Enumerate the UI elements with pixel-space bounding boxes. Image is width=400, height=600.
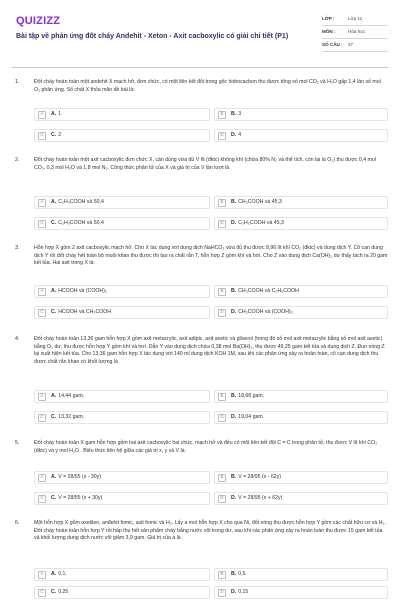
- info-value: Hóa học: [348, 28, 366, 34]
- option-label: A.: [51, 110, 57, 117]
- option-letter-box: C: [38, 309, 46, 317]
- option-letter-box: C: [38, 414, 46, 422]
- question-text: Đốt cháy hoàn toàn một axit cacboxylic đơn chức X, cần dùng vừa đủ V lít (đktc) không khí (chứa 80% N₂ và thể tích, còn lại là O₂) thu được 0,4 mol CO₂, 0,3 mol H₂O và 1,8 mol N₂. Công thức phân tử của X và giá trị của V lần lượt là: [34, 157, 376, 171]
- option-c[interactable]: [34, 492, 210, 505]
- option-label: D.: [231, 131, 237, 138]
- option-letter-box: A: [38, 111, 46, 119]
- option-a[interactable]: [34, 568, 210, 581]
- option-text: C₃H₅COOH và 45,3: [238, 219, 284, 226]
- option-letter-box: D: [218, 589, 226, 597]
- option-text: 4: [238, 131, 242, 138]
- option-c[interactable]: [34, 411, 210, 424]
- info-row-subject: [322, 26, 388, 39]
- info-row-class: [322, 13, 388, 26]
- option-letter-box: D: [218, 414, 226, 422]
- option-text: 13,32 gam.: [58, 413, 85, 420]
- option-label: D.: [231, 413, 237, 420]
- option-letter-box: C: [38, 220, 46, 228]
- option-label: B.: [231, 287, 237, 294]
- option-text: V = 28/55 (x + 30y): [58, 494, 103, 501]
- question-text: Hỗn hợp X gồm 2 axit cacboxylic mạch hở. Cho X tác dụng với dung dịch NaHCO₃ vừa đủ thu được 8,96 lít khí CO₂ (đktc) và dung dịch Y. Cô cạn dung dịch Y rồi đốt cháy hết toàn bộ muối khan thu được thì tạo ra chất rắn T, hỗn hợp Z gồm khí và hơi. Cho Z vào dung dịch Ca(OH)₂ dư thấy tách ra 20 gam kết tủa. Hai axit trong X là:: [34, 245, 388, 267]
- option-text: 18,68 gam.: [238, 392, 265, 399]
- option-text: HCOOH và (COOH)₂: [58, 287, 107, 294]
- option-text: C₂H₃COOH và 50,4: [58, 219, 104, 226]
- info-label: SỐ CÂU :: [322, 41, 343, 47]
- question-text: Đốt cháy hoàn toàn một andehit X mạch hở, đơn chức, có một liên kết đôi trong gốc hidrocacbon thu được tổng số mol CO₂ và H₂O gấp 1,4 lần số mol O₂ phản ứng. Số chất X thỏa mãn đề bài là:: [34, 79, 381, 93]
- question-number: 6.: [15, 520, 20, 526]
- option-d[interactable]: [214, 306, 388, 319]
- option-b[interactable]: [214, 471, 388, 484]
- option-text: V = 28/95 (x + 62y): [238, 494, 283, 501]
- option-label: D.: [231, 494, 237, 501]
- option-letter-box: C: [38, 132, 46, 140]
- header-divider: [12, 67, 388, 68]
- question-text: Một hỗn hợp X gồm axetilen, anđehit fomic, axit fomic và H₂. Lấy a mol hỗn hợp X cho qua Ni, đốt nóng thu được hỗn hợp Y gồm các chất hữu cơ và H₂. Đốt cháy hoàn toàn hỗn hợp Y rồi hấp thụ hết sản phẩm cháy bằng nước vôi trong dư, sau khi các phản ứng xảy ra hoàn toàn thu được 15 gam kết tủa và khối lượng dung dịch nước vôi giảm 3,9 gam. Giá trị của a là: [34, 520, 386, 542]
- question-number: 3.: [15, 245, 20, 251]
- option-label: C.: [51, 588, 57, 595]
- option-letter-box: B: [218, 474, 226, 482]
- option-text: 0,25: [58, 588, 69, 595]
- option-b[interactable]: [214, 196, 388, 209]
- option-text: 0,15: [238, 588, 249, 595]
- question-number: 2.: [15, 157, 20, 163]
- quiz-header: [0, 0, 400, 67]
- option-b[interactable]: [214, 568, 388, 581]
- question-number: 1.: [15, 79, 20, 85]
- option-a[interactable]: [34, 471, 210, 484]
- option-text: CH₃COOH và C₂H₅COOH: [238, 287, 299, 294]
- option-label: A.: [51, 392, 57, 399]
- option-b[interactable]: [214, 285, 388, 298]
- info-value: 27: [348, 41, 354, 47]
- option-text: 14,44 gam.: [58, 392, 85, 399]
- option-label: C.: [51, 494, 57, 501]
- info-value: Lớp 11: [348, 15, 363, 21]
- option-text: CH₃COOH và (COOH)₂: [238, 308, 293, 315]
- option-letter-box: C: [38, 589, 46, 597]
- option-letter-box: A: [38, 288, 46, 296]
- option-letter-box: B: [218, 111, 226, 119]
- option-label: D.: [231, 219, 237, 226]
- option-label: A.: [51, 570, 57, 577]
- option-label: C.: [51, 308, 57, 315]
- option-label: C.: [51, 413, 57, 420]
- option-text: V = 28/55 (x - 30y): [58, 473, 102, 480]
- option-text: 3: [238, 110, 242, 117]
- option-label: B.: [231, 110, 237, 117]
- option-a[interactable]: [34, 196, 210, 209]
- option-letter-box: D: [218, 309, 226, 317]
- option-c[interactable]: [34, 586, 210, 599]
- option-label: C.: [51, 219, 57, 226]
- option-text: 2: [58, 131, 62, 138]
- option-d[interactable]: [214, 217, 388, 230]
- option-letter-box: A: [38, 199, 46, 207]
- option-letter-box: B: [218, 571, 226, 579]
- option-c[interactable]: [34, 306, 210, 319]
- option-d[interactable]: [214, 411, 388, 424]
- option-text: 19,04 gam.: [238, 413, 265, 420]
- option-d[interactable]: [214, 129, 388, 142]
- quizizz-logo: QUIZIZZ: [16, 15, 61, 27]
- option-label: A.: [51, 198, 57, 205]
- option-label: A.: [51, 473, 57, 480]
- option-text: CH₃COOH và 45,3: [238, 198, 282, 205]
- option-letter-box: D: [218, 132, 226, 140]
- option-b[interactable]: [214, 390, 388, 403]
- option-label: B.: [231, 570, 237, 577]
- quiz-info-table: [322, 13, 388, 52]
- question-number: 4.: [15, 336, 20, 342]
- option-label: A.: [51, 287, 57, 294]
- question-text: Đốt cháy hoàn toàn 13,36 gam hỗn hợp X gồm axit metacrylic, axit adipic, axit axetic và glixerol (trong đó số mol axit metacrylic bằng số mol axit axetic) bằng O₂ dư, thu được hỗn hợp Y gồm khí và hơi. Dẫn Y vào dung dịch chứa 0,38 mol Ba(OH)₂, thu được 49,25 gam kết tủa và dung dịch Z. Đun nóng Z lại xuất hiện kết tủa. Cho 13,36 gam hỗn hợp X tác dụng với 140 ml dung dịch KOH 1M, sau khi các phản ứng xảy ra hoàn toàn, cô cạn dung dịch thu được chất rắn khan có khối lượng là: [34, 336, 385, 365]
- option-letter-box: A: [38, 571, 46, 579]
- question-number: 5.: [15, 440, 20, 446]
- option-label: C.: [51, 131, 57, 138]
- option-label: D.: [231, 308, 237, 315]
- info-label: LỚP :: [322, 15, 335, 21]
- option-b[interactable]: [214, 108, 388, 121]
- option-letter-box: D: [218, 220, 226, 228]
- option-text: 0,5.: [238, 570, 247, 577]
- option-letter-box: D: [218, 495, 226, 503]
- info-label: MÔN :: [322, 28, 336, 34]
- option-letter-box: A: [38, 474, 46, 482]
- option-label: B.: [231, 473, 237, 480]
- option-label: D.: [231, 588, 237, 595]
- option-d[interactable]: [214, 492, 388, 505]
- option-letter-box: A: [38, 393, 46, 401]
- option-text: 1: [58, 110, 62, 117]
- option-letter-box: B: [218, 288, 226, 296]
- option-a[interactable]: [34, 108, 210, 121]
- option-d[interactable]: [214, 586, 388, 599]
- option-c[interactable]: [34, 217, 210, 230]
- option-text: C₂H₃COOH và 50,4: [58, 198, 104, 205]
- option-c[interactable]: [34, 129, 210, 142]
- option-text: V = 28/95 (x - 62y): [238, 473, 282, 480]
- question-text: Đốt cháy hoàn toàn X gam hỗn hợp gồm hai axit cacboxylic hai chức, mạch hở và đều có một liên kết đôi C = C trong phân tử, thu được V lít khí CO₂ (đktc) và y mol H₂O . Biểu thức liên hệ giữa các giá trị x, y và V là:: [34, 440, 378, 454]
- option-a[interactable]: [34, 285, 210, 298]
- option-label: B.: [231, 198, 237, 205]
- option-label: B.: [231, 392, 237, 399]
- option-text: 0,1.: [58, 570, 67, 577]
- option-text: HCOOH và CH₃COOH: [58, 308, 112, 315]
- option-a[interactable]: [34, 390, 210, 403]
- option-letter-box: B: [218, 199, 226, 207]
- quiz-title: Bài tập về phản ứng đốt cháy Andehit - Xeton - Axit cacboxylic có giải chi tiết (P1): [16, 33, 289, 40]
- option-letter-box: C: [38, 495, 46, 503]
- info-row-question-count: [322, 39, 388, 52]
- option-letter-box: B: [218, 393, 226, 401]
